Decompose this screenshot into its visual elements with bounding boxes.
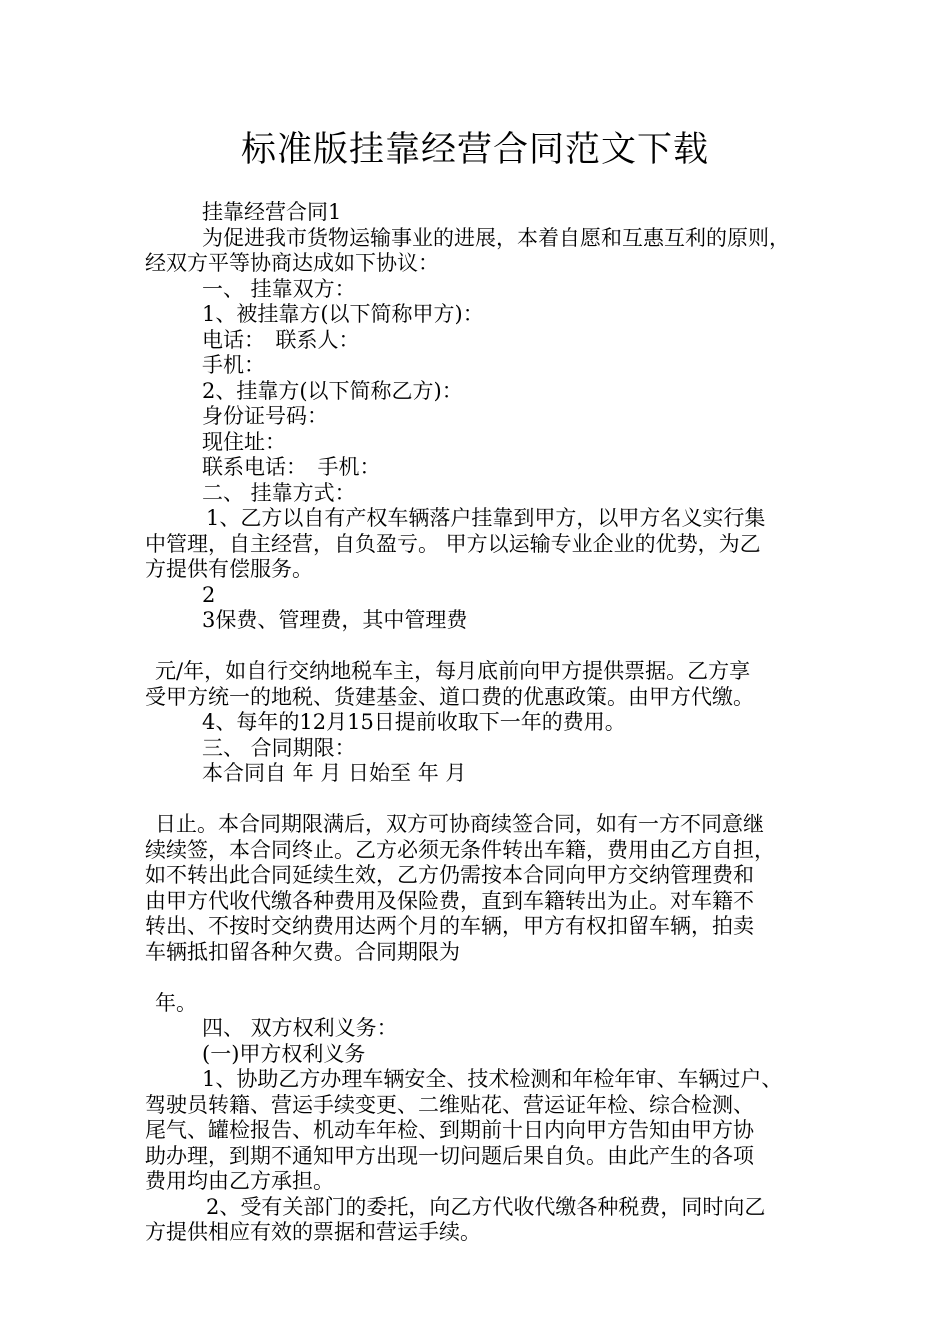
paragraph-line: 为促进我市货物运输事业的进展，本着自愿和互惠互利的原则， [202,225,790,250]
paragraph-line: 车辆抵扣留各种欠费。合同期限为 [145,939,460,964]
paragraph-line: 中管理，自主经营，自负盈亏。 甲方以运输专业企业的优势，为乙 [145,531,761,556]
section-heading: 二、 挂靠方式： [202,480,356,505]
paragraph-line: 如不转出此合同延续生效，乙方仍需按本合同向甲方交纳管理费和 [145,863,754,887]
paragraph-line: 年。 [155,990,197,1015]
blank-line [145,965,815,991]
paragraph-line: 本合同自 年 月 日始至 年 月 [202,761,467,785]
paragraph-line: 经双方平等协商达成如下协议： [145,251,439,275]
paragraph-line: 受甲方统一的地税、货建基金、道口费的优惠政策。由甲方代缴。 [145,684,754,709]
paragraph-line: 费用均由乙方承担。 [145,1169,334,1193]
paragraph-line: 2 [202,582,216,607]
paragraph-line: 元/年，如自行交纳地税车主，每月底前向甲方提供票据。乙方享 [155,659,751,683]
paragraph-line: 电话： 联系人： [202,327,360,352]
paragraph-line: 联系电话： 手机： [202,455,381,479]
paragraph-line: 手机： [202,353,265,377]
paragraph-line: 日止。本合同期限满后，双方可协商续签合同，如有一方不同意继 [155,812,764,836]
paragraph-line: 助办理，到期不通知甲方出现一切问题后果自负。由此产生的各项 [145,1143,754,1168]
paragraph-line: 现住址： [202,429,286,454]
section-heading: 三、 合同期限： [202,735,356,760]
paragraph-line: 1、协助乙方办理车辆安全、技术检测和年检年审、车辆过户、 [202,1067,783,1091]
paragraph-line: 1、被挂靠方(以下简称甲方)： [202,302,484,326]
paragraph-line: 1、乙方以自有产权车辆落户挂靠到甲方，以甲方名义实行集 [206,506,766,530]
paragraph-line: 驾驶员转籍、营运手续变更、二维贴花、营运证年检、综合检测、 [145,1092,754,1117]
paragraph-line: 4、每年的12月15日提前收取下一年的费用。 [202,710,626,734]
blank-line [145,787,815,813]
paragraph-line: 转出、不按时交纳费用达两个月的车辆，甲方有权扣留车辆，拍卖 [145,914,754,938]
document-body [145,200,815,1246]
paragraph-line: 2、受有关部门的委托，向乙方代收代缴各种税费，同时向乙 [206,1194,766,1219]
section-heading: 四、 双方权利义务： [202,1016,398,1040]
paragraph-line: 由甲方代收代缴各种费用及保险费，直到车籍转出为止。对车籍不 [145,888,754,913]
paragraph-line: 3保费、管理费，其中管理费 [202,608,468,632]
paragraph-line: 身份证号码： [202,404,328,428]
section-heading: 一、 挂靠双方： [202,276,356,301]
blank-line [145,634,815,660]
document-title: 标准版挂靠经营合同范文下载 [240,130,709,170]
paragraph-line: 方提供相应有效的票据和营运手续。 [145,1220,481,1244]
paragraph-line: 挂靠经营合同1 [202,200,342,224]
subsection-heading: (一)甲方权利义务 [202,1041,366,1066]
paragraph-line: 续续签，本合同终止。乙方必须无条件转出车籍，费用由乙方自担， [145,837,775,862]
paragraph-line: 尾气、罐检报告、机动车年检、到期前十日内向甲方告知由甲方协 [145,1118,754,1142]
paragraph-line: 2、挂靠方(以下简称乙方)： [202,378,463,403]
paragraph-line: 方提供有偿服务。 [145,557,313,581]
